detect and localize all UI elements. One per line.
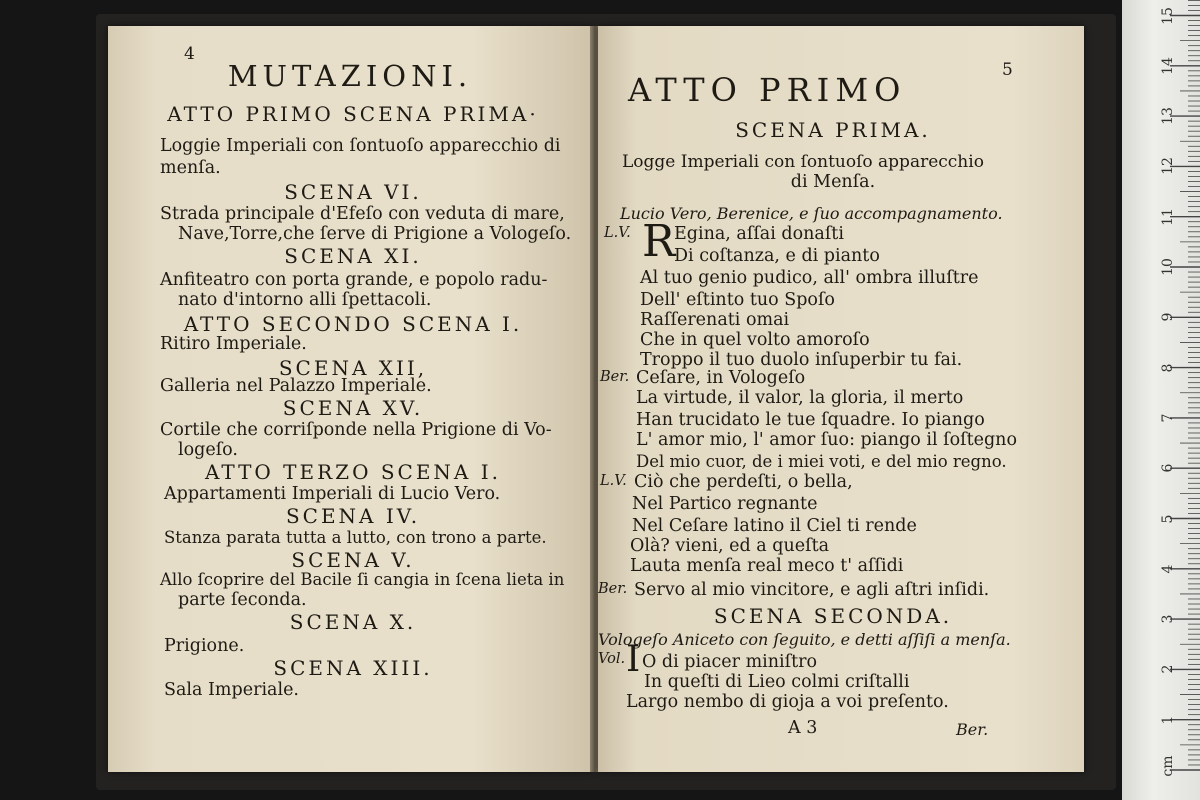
speaker-label: L.V. <box>600 473 627 489</box>
ruler-number: 14 <box>1160 56 1176 75</box>
text-line: parte ſeconda. <box>178 590 307 610</box>
text-line: menſa. <box>160 158 221 178</box>
act-heading: ATTO SECONDO SCENA I. <box>183 312 523 336</box>
scene-heading: SCENA X. <box>289 610 417 634</box>
speaker-label: Vol. <box>598 651 626 667</box>
verse-line: Servo al mio vincitore, e agli aſtri inſidi. <box>634 580 990 600</box>
ruler-number: 1 <box>1160 715 1176 725</box>
verse-line: Ciò che perdeſti, o bella, <box>634 472 853 492</box>
verse-line: Egina, aſſai donaſti <box>674 224 844 244</box>
scene-heading: SCENA SECONDA. <box>713 604 953 628</box>
left-page <box>108 26 592 772</box>
scene-heading: SCENA XI. <box>284 244 422 268</box>
text-line: Anfiteatro con porta grande, e popolo radu- <box>160 270 548 290</box>
page-number: 5 <box>1002 60 1013 80</box>
ruler-number: 5 <box>1160 514 1176 523</box>
ruler-number: 3 <box>1160 614 1176 624</box>
text-line: Loggie Imperiali con ſontuoſo apparecchio di <box>160 136 561 156</box>
ruler-number: 7 <box>1160 413 1176 423</box>
ruler-number: 13 <box>1160 107 1176 126</box>
text-line: Sala Imperiale. <box>164 680 299 700</box>
scene-heading: SCENA XIII. <box>273 656 433 680</box>
measurement-ruler <box>1122 0 1200 800</box>
ruler-number: 10 <box>1160 258 1176 276</box>
character-list: Lucio Vero, Berenice, e ſuo accompagnamento. <box>620 204 1003 223</box>
ruler-number: 15 <box>1160 6 1176 25</box>
verse-line: Lauta menſa real meco t' aſſidi <box>630 556 904 576</box>
ruler-number: 12 <box>1160 157 1176 176</box>
verse-line: Di coſtanza, e di pianto <box>674 246 880 266</box>
verse-line: Nel Partico regnante <box>632 494 818 514</box>
setting-line: Logge Imperiali con ſontuoſo apparecchio <box>622 152 984 172</box>
scene-heading: SCENA XV. <box>282 396 424 420</box>
verse-line: Che in quel volto amoroſo <box>640 330 870 350</box>
verse-line: Raſſerenati omai <box>640 310 790 330</box>
signature-mark: A 3 <box>788 718 818 738</box>
right-page <box>598 26 1084 772</box>
act-heading: ATTO PRIMO SCENA PRIMA· <box>167 102 539 126</box>
verse-line: Al tuo genio pudico, all' ombra illuſtre <box>640 268 979 288</box>
drop-cap: R <box>642 216 676 267</box>
text-line: Galleria nel Palazzo Imperiale. <box>160 376 432 396</box>
ruler-number: 6 <box>1160 463 1176 473</box>
text-line: Stanza parata tutta a lutto, con trono a parte. <box>164 528 547 547</box>
verse-line: La virtude, il valor, la gloria, il merto <box>636 388 964 408</box>
verse-line: Del mio cuor, de i miei voti, e del mio regno. <box>636 452 1007 471</box>
verse-line: Dell' eſtinto tuo Spoſo <box>640 290 835 310</box>
scene-heading: SCENA VI. <box>284 180 422 204</box>
ruler-number: 11 <box>1160 207 1176 226</box>
text-line: Ritiro Imperiale. <box>160 334 307 354</box>
catchword: Ber. <box>956 720 989 739</box>
scene-heading: SCENA XII, <box>278 356 428 380</box>
ruler-number: 9 <box>1160 312 1176 322</box>
act-heading: ATTO TERZO SCENA I. <box>205 460 501 484</box>
text-line: Prigione. <box>164 636 245 656</box>
verse-line: Olà? vieni, ed a queſta <box>630 536 830 556</box>
speaker-label: Ber. <box>600 369 630 385</box>
verse-line: O di piacer miniſtro <box>642 652 818 672</box>
page-title: ATTO PRIMO <box>628 71 907 109</box>
page-title: MUTAZIONI. <box>227 59 473 93</box>
text-line: Allo ſcoprire del Bacile ſi cangia in ſcena lieta in <box>160 570 565 589</box>
character-list: Vologeſo Aniceto con ſeguito, e detti aſſiſi a menſa. <box>598 630 1011 649</box>
drop-cap: I <box>626 639 641 680</box>
scene-heading: SCENA PRIMA. <box>735 118 931 142</box>
verse-line: Largo nembo di gioja a voi preſento. <box>626 692 949 712</box>
text-line: logeſo. <box>178 440 238 460</box>
verse-line: Ceſare, in Vologeſo <box>636 368 806 388</box>
verse-line: Han trucidato le tue ſquadre. Io piango <box>636 410 985 430</box>
verse-line: Nel Ceſare latino il Ciel ti rende <box>632 516 917 536</box>
ruler-number: 8 <box>1160 363 1176 373</box>
ruler-number: 2 <box>1160 664 1176 674</box>
text-line: nato d'intorno alli ſpettacoli. <box>178 290 432 310</box>
text-line: Nave,Torre,che ſerve di Prigione a Vologeſo. <box>178 224 572 244</box>
text-line: Appartamenti Imperiali di Lucio Vero. <box>164 484 501 504</box>
ruler-unit: cm <box>1160 755 1176 777</box>
verse-line: Troppo il tuo duolo inſuperbir tu fai. <box>640 350 963 370</box>
scene-heading: SCENA IV. <box>285 504 421 528</box>
text-line: Strada principale d'Efeſo con veduta di mare, <box>160 204 565 224</box>
speaker-label: Ber. <box>598 581 628 597</box>
verse-line: L' amor mio, l' amor ſuo: piango il ſoſtegno <box>636 430 1017 450</box>
verse-line: In queſti di Lieo colmi criſtalli <box>644 672 910 692</box>
setting-line: di Menſa. <box>790 172 876 192</box>
ruler-number: 4 <box>1160 564 1176 574</box>
speaker-label: L.V. <box>604 225 631 241</box>
text-line: Cortile che corriſponde nella Prigione di Vo- <box>160 420 552 440</box>
scene-heading: SCENA V. <box>291 548 415 572</box>
page-number: 4 <box>184 44 195 64</box>
